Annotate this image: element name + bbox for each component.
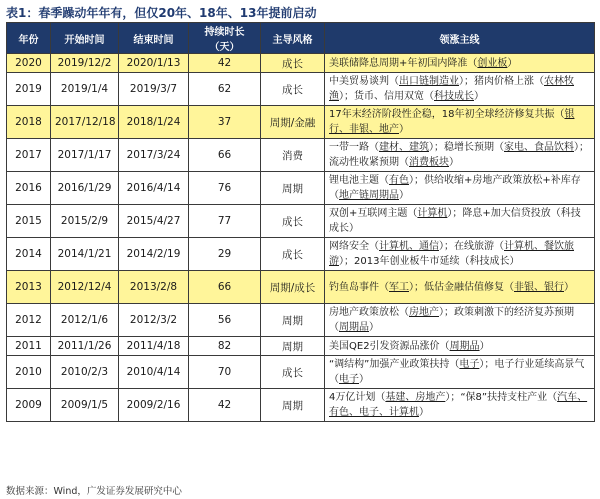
theme-sector: 创业板 xyxy=(477,57,508,69)
start-date-cell: 2019/12/2 xyxy=(51,54,119,73)
theme-text: ）；猪肉价格上涨（ xyxy=(459,76,544,87)
duration-cell: 29 xyxy=(189,238,261,271)
theme-sector: 家电、食品饮料 xyxy=(504,142,574,153)
theme-sector: 房地产 xyxy=(409,307,439,318)
end-date-cell: 2014/2/19 xyxy=(119,238,189,271)
table-row xyxy=(7,106,595,139)
duration-cell: 76 xyxy=(189,172,261,205)
theme-text: “调结构”加强产业政策扶持（ xyxy=(329,359,460,370)
start-date-cell: 2019/1/4 xyxy=(51,73,119,106)
theme-text: ） xyxy=(449,157,459,168)
end-date-cell: 2009/2/16 xyxy=(119,389,189,422)
duration-cell: 42 xyxy=(189,389,261,422)
theme-text: ） xyxy=(399,124,409,135)
start-date-cell: 2016/1/29 xyxy=(51,172,119,205)
theme-text: ）；“保8”扶持支柱产业（ xyxy=(445,392,558,403)
theme-cell xyxy=(325,106,595,139)
end-date-cell: 2013/2/8 xyxy=(119,271,189,304)
theme-text: ） xyxy=(474,91,484,102)
table-row xyxy=(7,205,595,238)
table-row xyxy=(7,139,595,172)
start-date-cell: 2011/1/26 xyxy=(51,337,119,356)
start-date-cell: 2009/1/5 xyxy=(51,389,119,422)
table-container xyxy=(6,22,594,422)
theme-sector: 周期品 xyxy=(339,322,369,333)
table-row xyxy=(7,304,595,337)
end-date-cell: 2015/4/27 xyxy=(119,205,189,238)
theme-text: ）；货币、信用双宽（ xyxy=(339,91,434,102)
theme-text: 美国QE2引发资源品涨价（ xyxy=(329,340,450,352)
theme-text: 钓鱼岛事件（ xyxy=(329,281,389,293)
duration-cell: 70 xyxy=(189,356,261,389)
header-row xyxy=(7,23,595,54)
theme-text: ）；稳增长预期（ xyxy=(429,142,504,153)
year-cell: 2016 xyxy=(7,172,51,205)
end-date-cell: 2010/4/14 xyxy=(119,356,189,389)
duration-cell: 66 xyxy=(189,139,261,172)
theme-text: ） xyxy=(359,374,369,385)
end-date-cell: 2018/1/24 xyxy=(119,106,189,139)
style-cell: 成长 xyxy=(261,205,325,238)
year-cell: 2011 xyxy=(7,337,51,356)
duration-cell: 56 xyxy=(189,304,261,337)
start-date-cell: 2017/12/18 xyxy=(51,106,119,139)
theme-cell xyxy=(325,205,595,238)
theme-text: ）；在线旅游（ xyxy=(439,241,504,252)
duration-cell: 37 xyxy=(189,106,261,139)
theme-text: 双创+互联网主题（ xyxy=(329,208,418,219)
theme-text: ） xyxy=(419,407,429,418)
year-cell: 2014 xyxy=(7,238,51,271)
duration-cell: 42 xyxy=(189,54,261,73)
style-cell: 周期/金融 xyxy=(261,106,325,139)
column-header: 年份 xyxy=(7,23,51,54)
theme-sector: 农林牧渔 xyxy=(329,76,574,102)
theme-text: ）；政策刺激下的经济复苏预期（ xyxy=(329,307,574,333)
theme-sector: 电子 xyxy=(339,374,359,385)
start-date-cell: 2014/1/21 xyxy=(51,238,119,271)
style-cell: 成长 xyxy=(261,54,325,73)
theme-sector: 基建、房地产 xyxy=(385,392,446,403)
year-cell: 2020 xyxy=(7,54,51,73)
theme-text: ）；2013年创业板牛市延续（科技成长） xyxy=(339,256,520,267)
end-date-cell: 2016/4/14 xyxy=(119,172,189,205)
style-cell: 成长 xyxy=(261,73,325,106)
end-date-cell: 2020/1/13 xyxy=(119,54,189,73)
theme-text: ） xyxy=(507,57,518,69)
duration-cell: 77 xyxy=(189,205,261,238)
theme-cell xyxy=(325,73,595,106)
style-cell: 周期 xyxy=(261,172,325,205)
theme-cell xyxy=(325,172,595,205)
style-cell: 消费 xyxy=(261,139,325,172)
start-date-cell: 2017/1/17 xyxy=(51,139,119,172)
theme-sector: 非银、银行 xyxy=(514,281,564,293)
theme-cell xyxy=(325,139,595,172)
theme-text: 网络安全（ xyxy=(329,241,379,252)
theme-text: ）；降息+加大信贷投放（科技成长） xyxy=(329,208,581,234)
style-cell: 成长 xyxy=(261,238,325,271)
theme-cell xyxy=(325,337,595,356)
start-date-cell: 2010/2/3 xyxy=(51,356,119,389)
theme-sector: 建材、建筑 xyxy=(379,142,429,153)
table-row xyxy=(7,356,595,389)
year-cell: 2010 xyxy=(7,356,51,389)
end-date-cell: 2017/3/24 xyxy=(119,139,189,172)
theme-text: 锂电池主题（ xyxy=(329,175,389,186)
column-header: 主导风格 xyxy=(261,23,325,54)
theme-text: ）；低估金融估值修复（ xyxy=(409,281,514,293)
column-header: 开始时间 xyxy=(51,23,119,54)
theme-text: 美联储降息周期+年初国内降准（ xyxy=(329,57,478,69)
theme-sector: 计算机 xyxy=(417,208,448,219)
theme-sector: 消费板块 xyxy=(409,157,449,168)
theme-cell xyxy=(325,389,595,422)
column-header: 结束时间 xyxy=(119,23,189,54)
style-cell: 周期 xyxy=(261,389,325,422)
duration-cell: 62 xyxy=(189,73,261,106)
year-cell: 2013 xyxy=(7,271,51,304)
theme-cell xyxy=(325,238,595,271)
table-row xyxy=(7,73,595,106)
data-source: 数据来源：Wind，广发证券发展研究中心 xyxy=(6,486,182,497)
theme-sector: 计算机、通信 xyxy=(379,241,439,252)
theme-text: 一带一路（ xyxy=(329,142,379,153)
column-header: 持续时长（天） xyxy=(189,23,261,54)
style-cell: 周期/成长 xyxy=(261,271,325,304)
theme-text: ）；电子行业延续高景气（ xyxy=(329,359,585,385)
theme-sector: 银行、非银、地产 xyxy=(329,109,575,135)
table-row xyxy=(7,271,595,304)
style-cell: 周期 xyxy=(261,337,325,356)
theme-text: ）；供给收缩+房地产政策放松+补库存（ xyxy=(329,175,581,201)
start-date-cell: 2012/12/4 xyxy=(51,271,119,304)
start-date-cell: 2012/1/6 xyxy=(51,304,119,337)
table-row xyxy=(7,389,595,422)
theme-sector: 科技成长 xyxy=(434,91,474,102)
table-row xyxy=(7,172,595,205)
theme-text: ） xyxy=(399,190,409,201)
theme-text: ）；流动性收紧预期（ xyxy=(329,142,589,168)
year-cell: 2015 xyxy=(7,205,51,238)
year-cell: 2009 xyxy=(7,389,51,422)
table-row xyxy=(7,337,595,356)
start-date-cell: 2015/2/9 xyxy=(51,205,119,238)
theme-text: ） xyxy=(564,281,574,293)
theme-sector: 地产链周期品 xyxy=(339,190,399,201)
theme-sector: 出口链制造业 xyxy=(399,76,459,87)
table-body xyxy=(7,54,595,422)
theme-sector: 周期品 xyxy=(449,340,480,352)
table-row xyxy=(7,54,595,73)
theme-sector: 有色 xyxy=(389,175,409,186)
theme-cell xyxy=(325,356,595,389)
theme-cell xyxy=(325,54,595,73)
column-header: 领涨主线 xyxy=(325,23,595,54)
theme-sector: 电子 xyxy=(459,359,480,370)
theme-text: 中美贸易谈判（ xyxy=(329,76,399,87)
table-row xyxy=(7,238,595,271)
theme-text: 17年末经济阶段性企稳，18年初全球经济修复共振（ xyxy=(329,109,565,120)
theme-cell xyxy=(325,271,595,304)
theme-text: ） xyxy=(369,322,379,333)
end-date-cell: 2011/4/18 xyxy=(119,337,189,356)
theme-cell xyxy=(325,304,595,337)
end-date-cell: 2012/3/2 xyxy=(119,304,189,337)
duration-cell: 82 xyxy=(189,337,261,356)
year-cell: 2018 xyxy=(7,106,51,139)
theme-text: ） xyxy=(479,340,490,352)
year-cell: 2017 xyxy=(7,139,51,172)
spring-rally-table xyxy=(6,22,595,422)
duration-cell: 66 xyxy=(189,271,261,304)
end-date-cell: 2019/3/7 xyxy=(119,73,189,106)
theme-text: 4万亿计划（ xyxy=(329,392,386,403)
theme-text: 房地产政策放松（ xyxy=(329,307,409,318)
year-cell: 2012 xyxy=(7,304,51,337)
theme-sector: 汽车、有色、电子、计算机 xyxy=(329,392,588,418)
year-cell: 2019 xyxy=(7,73,51,106)
theme-sector: 军工 xyxy=(389,281,409,293)
table-title: 表1：春季躁动年年有，但仅20年、18年、13年提前启动 xyxy=(6,6,317,20)
style-cell: 周期 xyxy=(261,304,325,337)
theme-sector: 计算机、餐饮旅游 xyxy=(329,241,574,267)
style-cell: 成长 xyxy=(261,356,325,389)
